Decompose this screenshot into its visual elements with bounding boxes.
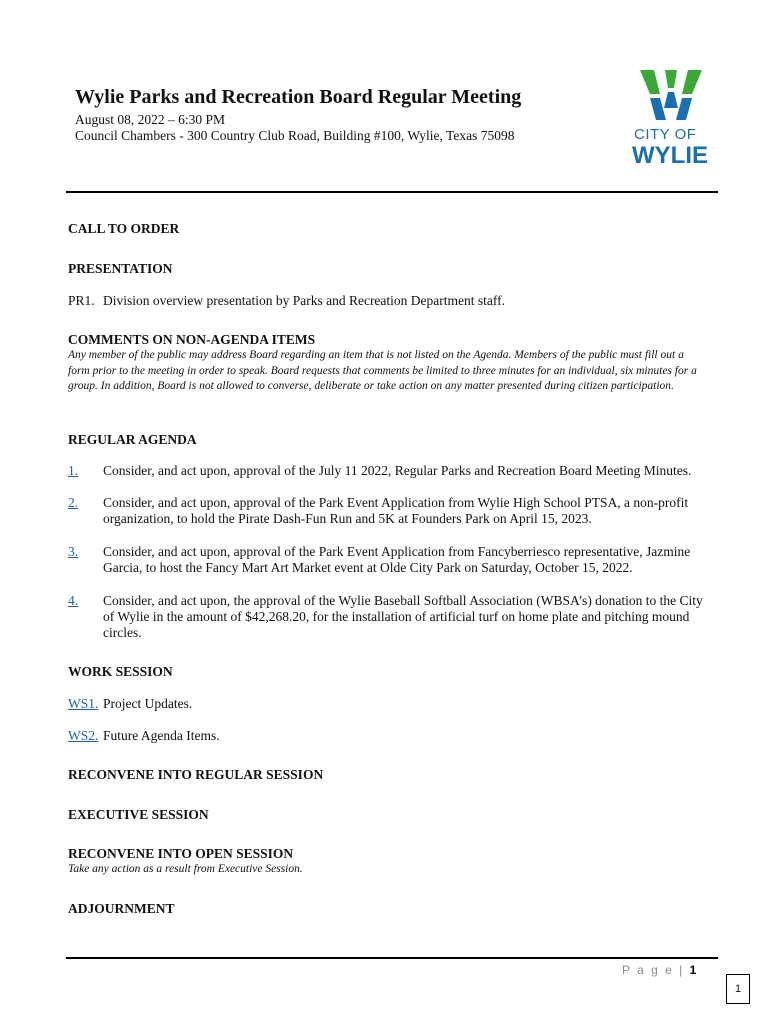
page-title: Wylie Parks and Recreation Board Regular Meeting [75, 86, 522, 108]
work-session-item-1-text: Project Updates. [103, 696, 193, 711]
agenda-item-2-text: Consider, and act upon, approval of the Park Event Application from Wylie High School PTSA, a non-profit organization, to hold the Pirate Dash-Fun Run and 5K at Founders Park on April 15, 2023. [103, 495, 689, 526]
agenda-item-4-link[interactable]: 4. [68, 593, 79, 608]
meeting-location: Council Chambers - 300 Country Club Road, Building #100, Wylie, Texas 75098 [75, 128, 515, 143]
agenda-item-3-text: Consider, and act upon, approval of the Park Event Application from Fancyberriesco representative, Jazmine Garcia, to host the Fancy Mart Art Market event at Olde City Park on Saturday, October 15, 2022. [103, 544, 691, 575]
meeting-date: August 08, 2022 – 6:30 PM [75, 112, 226, 127]
call-to-order-heading: CALL TO ORDER [68, 221, 180, 236]
work-session-item-2-text: Future Agenda Items. [103, 728, 220, 743]
page-label: P a g e | [622, 963, 690, 977]
work-session-item-2-link[interactable]: WS2. [68, 728, 99, 743]
regular-agenda-heading: REGULAR AGENDA [68, 432, 197, 447]
footer-divider [66, 957, 718, 959]
logo-city-of: CITY OF [634, 126, 697, 143]
comments-heading: COMMENTS ON NON-AGENDA ITEMS [68, 332, 316, 347]
page-number-box: 1 [726, 974, 750, 1004]
work-session-heading: WORK SESSION [68, 664, 173, 679]
page-number: 1 [689, 963, 697, 977]
logo-wylie: WYLIE [632, 142, 708, 169]
agenda-item-1-text: Consider, and act upon, approval of the July 11 2022, Regular Parks and Recreation Board Meeting Minutes. [103, 463, 692, 478]
page-footer [622, 963, 696, 977]
presentation-heading: PRESENTATION [68, 261, 173, 276]
comments-text: Any member of the public may address Board regarding an item that is not listed on the Agenda. Members of the public must fill out a form prior to the meeting in order to speak. Board requests that comments be limited to three minutes for an individual, six minutes for a group. In addition, Board is not allowed to converse, deliberate or take action on any matter presented during citizen participation. [68, 349, 697, 392]
agenda-item-2-link[interactable]: 2. [68, 495, 79, 510]
city-of-wylie-logo [630, 68, 712, 172]
presentation-item-number: PR1. [68, 293, 95, 308]
agenda-item-3-link[interactable]: 3. [68, 544, 79, 559]
reconvene-regular-heading: RECONVENE INTO REGULAR SESSION [68, 767, 324, 782]
executive-session-heading: EXECUTIVE SESSION [68, 807, 209, 822]
reconvene-open-heading: RECONVENE INTO OPEN SESSION [68, 846, 294, 861]
adjournment-heading: ADJOURNMENT [68, 901, 175, 916]
presentation-item-text: Division overview presentation by Parks and Recreation Department staff. [103, 293, 506, 308]
agenda-item-4-text: Consider, and act upon, the approval of the Wylie Baseball Softball Association (WBSA’s) donation to the City of Wylie in the amount of $42,268.20, for the installation of artificial turf on home plate and pitching mound circles. [103, 593, 703, 640]
reconvene-open-text: Take any action as a result from Executive Session. [68, 863, 303, 875]
header-divider [66, 191, 718, 193]
work-session-item-1-link[interactable]: WS1. [68, 696, 99, 711]
agenda-item-1-link[interactable]: 1. [68, 463, 79, 478]
